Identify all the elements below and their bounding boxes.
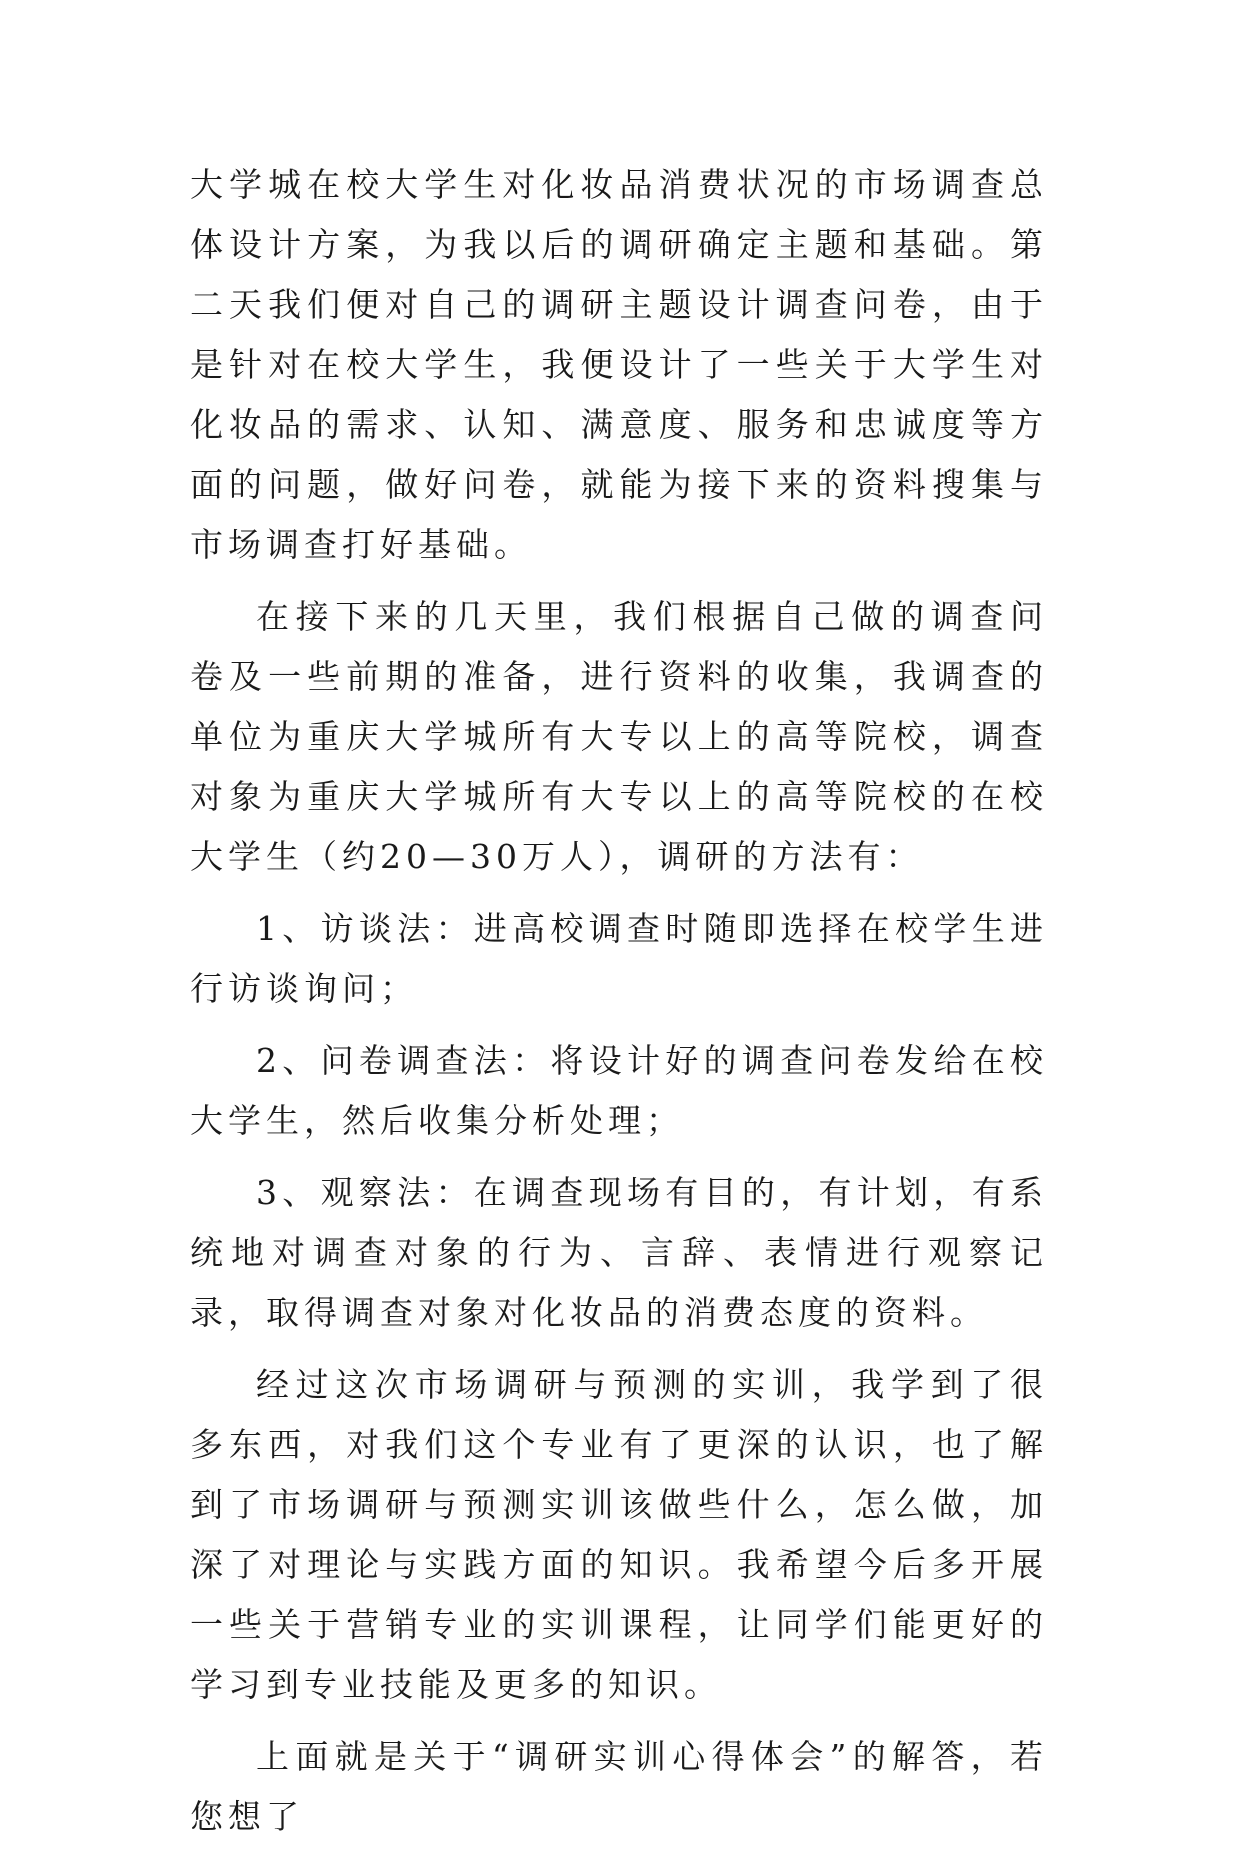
paragraph-closing: 上面就是关于“调研实训心得体会”的解答，若您想了 bbox=[190, 1737, 1048, 1836]
paragraph-data-collection: 在接下来的几天里，我们根据自己做的调查问卷及一些前期的准备，进行资料的收集，我调查的单位为重庆大学城所有大专以上的高等院校，调查对象为重庆大学城所有大专以上的高等院校的在校大学生（约20—30万人），调研的方法有： bbox=[190, 597, 1048, 876]
paragraph-method-interview: 1、访谈法：进高校调查时随即选择在校学生进行访谈询问； bbox=[190, 909, 1048, 1008]
document-body bbox=[190, 155, 1048, 1859]
paragraph-method-observation: 3、观察法：在调查现场有目的，有计划，有系统地对调查对象的行为、言辞、表情进行观察记录，取得调查对象对化妆品的消费态度的资料。 bbox=[190, 1173, 1048, 1332]
paragraph-reflection: 经过这次市场调研与预测的实训，我学到了很多东西，对我们这个专业有了更深的认识，也了解到了市场调研与预测实训该做些什么，怎么做，加深了对理论与实践方面的知识。我希望今后多开展一些关于营销专业的实训课程，让同学们能更好的学习到专业技能及更多的知识。 bbox=[190, 1365, 1048, 1704]
paragraph-method-questionnaire: 2、问卷调查法：将设计好的调查问卷发给在校大学生，然后收集分析处理； bbox=[190, 1041, 1048, 1140]
paragraph-continuation: 大学城在校大学生对化妆品消费状况的市场调查总体设计方案，为我以后的调研确定主题和基础。第二天我们便对自己的调研主题设计调查问卷，由于是针对在校大学生，我便设计了一些关于大学生对化妆品的需求、认知、满意度、服务和忠诚度等方面的问题，做好问卷，就能为接下来的资料搜集与市场调查打好基础。 bbox=[190, 165, 1048, 564]
